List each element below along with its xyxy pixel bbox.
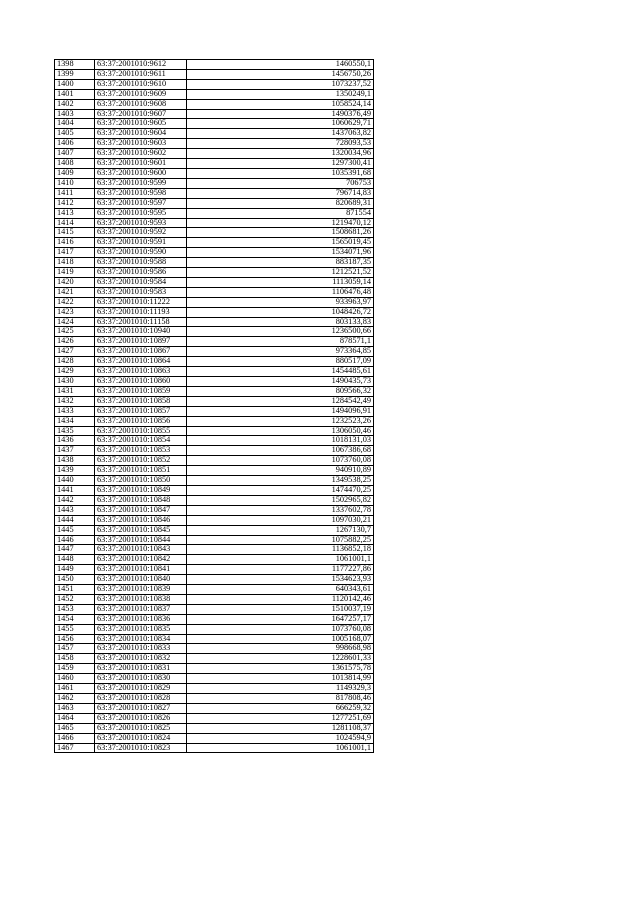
table-row (55, 69, 374, 79)
table-row (55, 436, 374, 446)
cadastral-number-cell: 63:37:2001010:10837 (95, 604, 187, 614)
table-row (55, 426, 374, 436)
value-cell: 706753 (187, 178, 374, 188)
cadastral-number-cell: 63:37:2001010:10847 (95, 505, 187, 515)
cadastral-number-cell: 63:37:2001010:9592 (95, 228, 187, 238)
table-row (55, 228, 374, 238)
value-cell: 871554 (187, 208, 374, 218)
table-row (55, 674, 374, 684)
cadastral-number-cell: 63:37:2001010:10839 (95, 585, 187, 595)
table-row (55, 178, 374, 188)
cadastral-number-cell: 63:37:2001010:9607 (95, 109, 187, 119)
row-number-cell: 1456 (55, 634, 95, 644)
value-cell: 1067386,68 (187, 446, 374, 456)
row-number-cell: 1457 (55, 644, 95, 654)
table-row (55, 594, 374, 604)
cadastral-number-cell: 63:37:2001010:10833 (95, 644, 187, 654)
table-row (55, 367, 374, 377)
value-cell: 666259,32 (187, 703, 374, 713)
table-row (55, 168, 374, 178)
table-row (55, 446, 374, 456)
row-number-cell: 1424 (55, 317, 95, 327)
row-number-cell: 1460 (55, 674, 95, 684)
value-cell: 1013814,99 (187, 674, 374, 684)
cadastral-number-cell: 63:37:2001010:10940 (95, 327, 187, 337)
table-row (55, 268, 374, 278)
row-number-cell: 1444 (55, 515, 95, 525)
row-number-cell: 1433 (55, 406, 95, 416)
row-number-cell: 1441 (55, 485, 95, 495)
value-cell: 883187,35 (187, 258, 374, 268)
value-cell: 1490376,49 (187, 109, 374, 119)
table-row (55, 634, 374, 644)
value-cell: 1565019,45 (187, 238, 374, 248)
table-row (55, 357, 374, 367)
row-number-cell: 1467 (55, 743, 95, 753)
value-cell: 1508681,26 (187, 228, 374, 238)
cadastral-number-cell: 63:37:2001010:9604 (95, 129, 187, 139)
table-row (55, 565, 374, 575)
row-number-cell: 1446 (55, 535, 95, 545)
cadastral-number-cell: 63:37:2001010:10846 (95, 515, 187, 525)
table-row (55, 535, 374, 545)
cadastral-number-cell: 63:37:2001010:10867 (95, 347, 187, 357)
value-cell: 1106476,48 (187, 287, 374, 297)
row-number-cell: 1443 (55, 505, 95, 515)
row-number-cell: 1461 (55, 684, 95, 694)
value-cell: 1490435,73 (187, 377, 374, 387)
row-number-cell: 1413 (55, 208, 95, 218)
cadastral-number-cell: 63:37:2001010:10864 (95, 357, 187, 367)
table-row (55, 119, 374, 129)
cadastral-number-cell: 63:37:2001010:9612 (95, 60, 187, 70)
value-cell: 1061001,1 (187, 743, 374, 753)
cadastral-number-cell: 63:37:2001010:10832 (95, 654, 187, 664)
table-row (55, 60, 374, 70)
value-cell: 1005168,07 (187, 634, 374, 644)
value-cell: 1267130,7 (187, 525, 374, 535)
table-row (55, 79, 374, 89)
value-cell: 1120142,46 (187, 594, 374, 604)
value-cell: 1236500,66 (187, 327, 374, 337)
value-cell: 998668,98 (187, 644, 374, 654)
table-row (55, 89, 374, 99)
row-number-cell: 1422 (55, 297, 95, 307)
table-row (55, 614, 374, 624)
cadastral-number-cell: 63:37:2001010:9591 (95, 238, 187, 248)
cadastral-number-cell: 63:37:2001010:9583 (95, 287, 187, 297)
row-number-cell: 1411 (55, 188, 95, 198)
row-number-cell: 1425 (55, 327, 95, 337)
row-number-cell: 1439 (55, 466, 95, 476)
cadastral-number-cell: 63:37:2001010:10838 (95, 594, 187, 604)
table-row (55, 208, 374, 218)
table-row (55, 277, 374, 287)
value-cell: 1647257,17 (187, 614, 374, 624)
row-number-cell: 1400 (55, 79, 95, 89)
cadastral-number-cell: 63:37:2001010:9599 (95, 178, 187, 188)
value-cell: 796714,83 (187, 188, 374, 198)
cadastral-number-cell: 63:37:2001010:10851 (95, 466, 187, 476)
table-row (55, 287, 374, 297)
cadastral-number-cell: 63:37:2001010:10860 (95, 377, 187, 387)
value-cell: 1494096,91 (187, 406, 374, 416)
value-cell: 1097030,21 (187, 515, 374, 525)
value-cell: 817808,46 (187, 694, 374, 704)
row-number-cell: 1412 (55, 198, 95, 208)
row-number-cell: 1417 (55, 248, 95, 258)
table-row (55, 297, 374, 307)
row-number-cell: 1410 (55, 178, 95, 188)
cadastral-number-cell: 63:37:2001010:10834 (95, 634, 187, 644)
cadastral-number-cell: 63:37:2001010:11158 (95, 317, 187, 327)
row-number-cell: 1438 (55, 456, 95, 466)
value-cell: 1073237,52 (187, 79, 374, 89)
row-number-cell: 1403 (55, 109, 95, 119)
cadastral-number-cell: 63:37:2001010:10835 (95, 624, 187, 634)
cadastral-number-cell: 63:37:2001010:9611 (95, 69, 187, 79)
table-row (55, 129, 374, 139)
cadastral-number-cell: 63:37:2001010:10850 (95, 476, 187, 486)
row-number-cell: 1419 (55, 268, 95, 278)
value-cell: 1232523,26 (187, 416, 374, 426)
cadastral-number-cell: 63:37:2001010:10856 (95, 416, 187, 426)
cadastral-number-cell: 63:37:2001010:9608 (95, 99, 187, 109)
row-number-cell: 1464 (55, 713, 95, 723)
table-row (55, 198, 374, 208)
row-number-cell: 1402 (55, 99, 95, 109)
cadastral-number-cell: 63:37:2001010:10840 (95, 575, 187, 585)
value-cell: 1277251,69 (187, 713, 374, 723)
table-row (55, 545, 374, 555)
row-number-cell: 1466 (55, 733, 95, 743)
table-row (55, 149, 374, 159)
row-number-cell: 1420 (55, 277, 95, 287)
table-row (55, 743, 374, 753)
table-row (55, 495, 374, 505)
cadastral-number-cell: 63:37:2001010:9609 (95, 89, 187, 99)
table-row (55, 466, 374, 476)
value-cell: 1212521,52 (187, 268, 374, 278)
table-row (55, 416, 374, 426)
value-cell: 1035391,68 (187, 168, 374, 178)
cadastral-number-cell: 63:37:2001010:10858 (95, 396, 187, 406)
table-row (55, 317, 374, 327)
row-number-cell: 1449 (55, 565, 95, 575)
table-row (55, 99, 374, 109)
cadastral-number-cell: 63:37:2001010:10829 (95, 684, 187, 694)
cadastral-number-cell: 63:37:2001010:10823 (95, 743, 187, 753)
value-cell: 1349538,25 (187, 476, 374, 486)
value-cell: 1075882,25 (187, 535, 374, 545)
table-row (55, 476, 374, 486)
table-row (55, 485, 374, 495)
row-number-cell: 1421 (55, 287, 95, 297)
cadastral-number-cell: 63:37:2001010:10824 (95, 733, 187, 743)
value-cell: 1281108,37 (187, 723, 374, 733)
value-cell: 1337602,78 (187, 505, 374, 515)
table-row (55, 456, 374, 466)
table-row (55, 644, 374, 654)
table-row (55, 337, 374, 347)
table-row (55, 347, 374, 357)
cadastral-number-cell: 63:37:2001010:9610 (95, 79, 187, 89)
row-number-cell: 1451 (55, 585, 95, 595)
value-cell: 1177227,86 (187, 565, 374, 575)
table-row (55, 258, 374, 268)
row-number-cell: 1437 (55, 446, 95, 456)
row-number-cell: 1463 (55, 703, 95, 713)
table-row (55, 575, 374, 585)
table-row (55, 515, 374, 525)
row-number-cell: 1432 (55, 396, 95, 406)
value-cell: 1502965,82 (187, 495, 374, 505)
row-number-cell: 1435 (55, 426, 95, 436)
table-body (55, 60, 374, 753)
value-cell: 803133,83 (187, 317, 374, 327)
cadastral-number-cell: 63:37:2001010:9588 (95, 258, 187, 268)
cadastral-number-cell: 63:37:2001010:9586 (95, 268, 187, 278)
row-number-cell: 1398 (55, 60, 95, 70)
row-number-cell: 1459 (55, 664, 95, 674)
row-number-cell: 1401 (55, 89, 95, 99)
table-row (55, 248, 374, 258)
table-row (55, 664, 374, 674)
cadastral-number-cell: 63:37:2001010:10852 (95, 456, 187, 466)
table-row (55, 684, 374, 694)
row-number-cell: 1416 (55, 238, 95, 248)
value-cell: 1460550,1 (187, 60, 374, 70)
row-number-cell: 1458 (55, 654, 95, 664)
value-cell: 1306050,46 (187, 426, 374, 436)
row-number-cell: 1450 (55, 575, 95, 585)
cadastral-number-cell: 63:37:2001010:10828 (95, 694, 187, 704)
table-row (55, 109, 374, 119)
table-row (55, 733, 374, 743)
cadastral-number-cell: 63:37:2001010:10849 (95, 485, 187, 495)
value-cell: 940910,89 (187, 466, 374, 476)
value-cell: 1024594,9 (187, 733, 374, 743)
row-number-cell: 1445 (55, 525, 95, 535)
cadastral-number-cell: 63:37:2001010:10857 (95, 406, 187, 416)
row-number-cell: 1408 (55, 159, 95, 169)
cadastral-number-cell: 63:37:2001010:10841 (95, 565, 187, 575)
value-cell: 973364,85 (187, 347, 374, 357)
row-number-cell: 1431 (55, 386, 95, 396)
value-cell: 1361575,78 (187, 664, 374, 674)
value-cell: 1073760,08 (187, 624, 374, 634)
row-number-cell: 1453 (55, 604, 95, 614)
table-row (55, 585, 374, 595)
row-number-cell: 1426 (55, 337, 95, 347)
table-row (55, 327, 374, 337)
cadastral-number-cell: 63:37:2001010:11193 (95, 307, 187, 317)
row-number-cell: 1407 (55, 149, 95, 159)
value-cell: 1456750,26 (187, 69, 374, 79)
cadastral-number-cell: 63:37:2001010:9593 (95, 218, 187, 228)
row-number-cell: 1405 (55, 129, 95, 139)
cadastral-number-cell: 63:37:2001010:9598 (95, 188, 187, 198)
cadastral-number-cell: 63:37:2001010:10825 (95, 723, 187, 733)
table-row (55, 505, 374, 515)
cadastral-number-cell: 63:37:2001010:10826 (95, 713, 187, 723)
value-cell: 1018131,03 (187, 436, 374, 446)
value-cell: 1061001,1 (187, 555, 374, 565)
table-row (55, 396, 374, 406)
table-row (55, 307, 374, 317)
cadastral-number-cell: 63:37:2001010:9605 (95, 119, 187, 129)
row-number-cell: 1430 (55, 377, 95, 387)
value-cell: 1297300,41 (187, 159, 374, 169)
value-cell: 809566,32 (187, 386, 374, 396)
value-cell: 1350249,1 (187, 89, 374, 99)
cadastral-number-cell: 63:37:2001010:9584 (95, 277, 187, 287)
row-number-cell: 1442 (55, 495, 95, 505)
row-number-cell: 1399 (55, 69, 95, 79)
value-cell: 820689,31 (187, 198, 374, 208)
value-cell: 1284542,49 (187, 396, 374, 406)
cadastral-number-cell: 63:37:2001010:11222 (95, 297, 187, 307)
value-cell: 1534623,93 (187, 575, 374, 585)
row-number-cell: 1455 (55, 624, 95, 634)
cadastral-number-cell: 63:37:2001010:10863 (95, 367, 187, 377)
value-cell: 878571,1 (187, 337, 374, 347)
value-cell: 1060629,71 (187, 119, 374, 129)
cadastral-number-cell: 63:37:2001010:10836 (95, 614, 187, 624)
cadastral-number-cell: 63:37:2001010:9600 (95, 168, 187, 178)
value-cell: 1474470,25 (187, 485, 374, 495)
table-row (55, 188, 374, 198)
row-number-cell: 1436 (55, 436, 95, 446)
cadastral-number-cell: 63:37:2001010:10848 (95, 495, 187, 505)
row-number-cell: 1427 (55, 347, 95, 357)
cadastral-number-cell: 63:37:2001010:9590 (95, 248, 187, 258)
table-row (55, 703, 374, 713)
data-table (54, 59, 374, 753)
row-number-cell: 1448 (55, 555, 95, 565)
value-cell: 1228601,33 (187, 654, 374, 664)
table-row (55, 624, 374, 634)
cadastral-number-cell: 63:37:2001010:9603 (95, 139, 187, 149)
cadastral-number-cell: 63:37:2001010:10842 (95, 555, 187, 565)
table-row (55, 377, 374, 387)
value-cell: 1058524,14 (187, 99, 374, 109)
table-row (55, 139, 374, 149)
value-cell: 1073760,08 (187, 456, 374, 466)
row-number-cell: 1465 (55, 723, 95, 733)
value-cell: 1454485,61 (187, 367, 374, 377)
table-row (55, 525, 374, 535)
cadastral-number-cell: 63:37:2001010:10855 (95, 426, 187, 436)
cadastral-number-cell: 63:37:2001010:10831 (95, 664, 187, 674)
table-row (55, 218, 374, 228)
cadastral-number-cell: 63:37:2001010:9597 (95, 198, 187, 208)
value-cell: 1136852,18 (187, 545, 374, 555)
value-cell: 933963,97 (187, 297, 374, 307)
row-number-cell: 1418 (55, 258, 95, 268)
cadastral-number-cell: 63:37:2001010:10854 (95, 436, 187, 446)
row-number-cell: 1423 (55, 307, 95, 317)
value-cell: 728093,53 (187, 139, 374, 149)
value-cell: 1219470,12 (187, 218, 374, 228)
value-cell: 1149329,3 (187, 684, 374, 694)
table-row (55, 159, 374, 169)
value-cell: 880517,09 (187, 357, 374, 367)
cadastral-number-cell: 63:37:2001010:10827 (95, 703, 187, 713)
table-row (55, 723, 374, 733)
table-row (55, 406, 374, 416)
cadastral-number-cell: 63:37:2001010:10897 (95, 337, 187, 347)
value-cell: 640343,61 (187, 585, 374, 595)
row-number-cell: 1409 (55, 168, 95, 178)
row-number-cell: 1454 (55, 614, 95, 624)
cadastral-number-cell: 63:37:2001010:10853 (95, 446, 187, 456)
table-row (55, 604, 374, 614)
cadastral-number-cell: 63:37:2001010:10830 (95, 674, 187, 684)
row-number-cell: 1415 (55, 228, 95, 238)
value-cell: 1510037,19 (187, 604, 374, 614)
table-row (55, 654, 374, 664)
row-number-cell: 1440 (55, 476, 95, 486)
table-row (55, 694, 374, 704)
cadastral-number-cell: 63:37:2001010:9602 (95, 149, 187, 159)
cadastral-number-cell: 63:37:2001010:9601 (95, 159, 187, 169)
row-number-cell: 1428 (55, 357, 95, 367)
row-number-cell: 1404 (55, 119, 95, 129)
table-row (55, 713, 374, 723)
table-row (55, 386, 374, 396)
row-number-cell: 1406 (55, 139, 95, 149)
table-row (55, 238, 374, 248)
cadastral-number-cell: 63:37:2001010:9595 (95, 208, 187, 218)
value-cell: 1534071,96 (187, 248, 374, 258)
row-number-cell: 1452 (55, 594, 95, 604)
value-cell: 1320034,96 (187, 149, 374, 159)
value-cell: 1048426,72 (187, 307, 374, 317)
row-number-cell: 1414 (55, 218, 95, 228)
row-number-cell: 1434 (55, 416, 95, 426)
cadastral-number-cell: 63:37:2001010:10845 (95, 525, 187, 535)
row-number-cell: 1462 (55, 694, 95, 704)
value-cell: 1437063,82 (187, 129, 374, 139)
cadastral-number-cell: 63:37:2001010:10843 (95, 545, 187, 555)
value-cell: 1113059,14 (187, 277, 374, 287)
row-number-cell: 1447 (55, 545, 95, 555)
table-row (55, 555, 374, 565)
cadastral-number-cell: 63:37:2001010:10844 (95, 535, 187, 545)
cadastral-number-cell: 63:37:2001010:10859 (95, 386, 187, 396)
row-number-cell: 1429 (55, 367, 95, 377)
